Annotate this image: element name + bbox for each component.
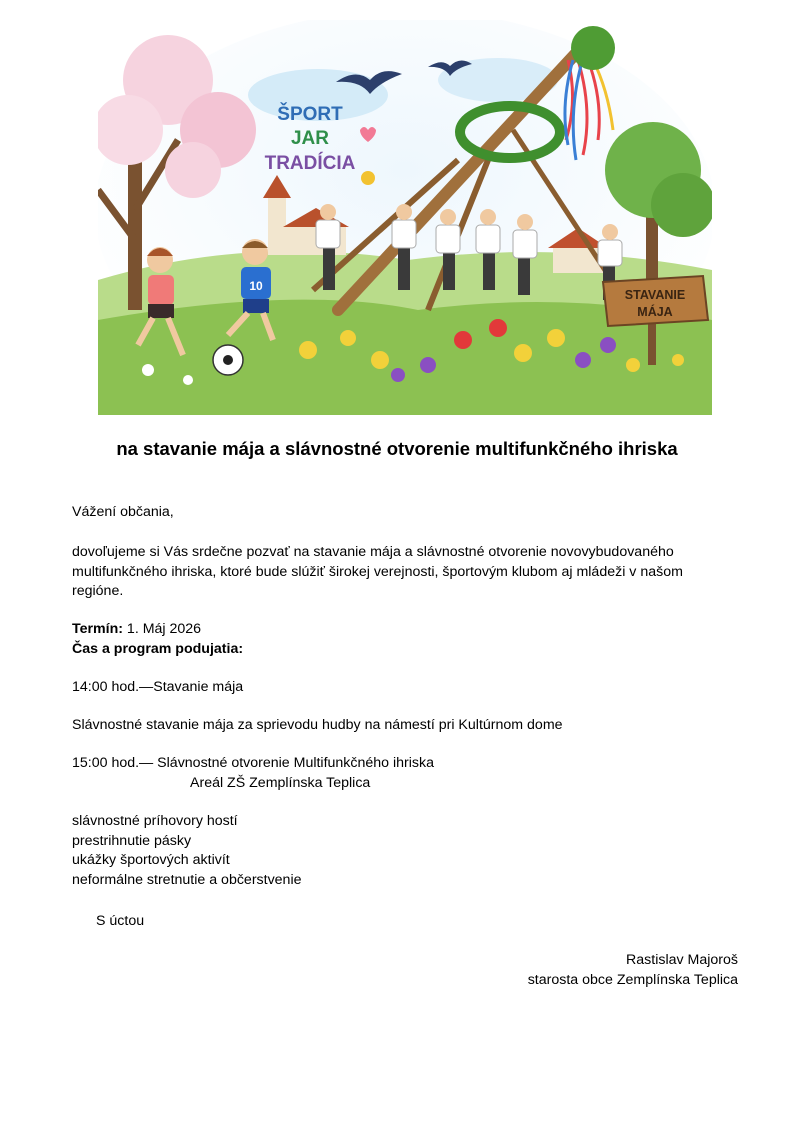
program-list bbox=[72, 812, 302, 890]
illustration-word-tradicia: TRADÍCIA bbox=[264, 153, 356, 174]
program-item: neformálne stretnutie a občerstvenie bbox=[72, 871, 302, 888]
program-item: prestrihnutie pásky bbox=[72, 832, 192, 849]
illustration-word-jar: JAR bbox=[290, 128, 330, 149]
board-word-maja: MÁJA bbox=[637, 305, 673, 319]
term-value: 1. Máj 2026 bbox=[122, 621, 202, 637]
program-heading bbox=[72, 640, 243, 660]
header-illustration bbox=[98, 20, 712, 415]
program-label: Čas a program podujatia: bbox=[72, 641, 244, 657]
program-item: slávnostné príhovory hostí bbox=[72, 813, 238, 829]
intro-line: multifunkčného ihriska, ktoré bude slúžiť širokej verejnosti, športovým klubom aj mládeži v našom bbox=[72, 563, 683, 580]
intro-line: dovoľujeme si Vás srdečne pozvať na stavanie mája a slávnostné otvorenie novovybudovaného bbox=[72, 544, 674, 560]
event-1-time: 14:00 hod.—Stavanie mája bbox=[72, 679, 244, 695]
signature-role: starosta obce Zemplínska Teplica bbox=[527, 971, 738, 988]
intro-paragraph bbox=[72, 543, 683, 602]
invitation-title: na stavanie mája a slávnostné otvorenie multifunkčného ihriska bbox=[116, 438, 678, 459]
term-line bbox=[72, 620, 201, 640]
maypole-scene-image bbox=[98, 20, 712, 415]
event-2-time: 15:00 hod.— Slávnostné otvorenie Multifunkčného ihriska bbox=[72, 755, 434, 771]
signature-name: Rastislav Majoroš bbox=[626, 952, 738, 968]
term-label: Termín: bbox=[72, 621, 123, 637]
intro-line: regióne. bbox=[72, 583, 124, 599]
board-word-stavanie: STAVANIE bbox=[624, 288, 686, 302]
event-1-description: Slávnostné stavanie mája za sprievodu hudby na námestí pri Kultúrnom dome bbox=[72, 717, 563, 733]
closing-salutation: S úctou bbox=[96, 913, 145, 929]
program-item: ukážky športových aktivít bbox=[72, 852, 230, 868]
illustration-word-sport: ŠPORT bbox=[277, 104, 343, 125]
jersey-number: 10 bbox=[249, 279, 263, 293]
signature-block bbox=[528, 951, 738, 990]
event-2-place: Areál ZŠ Zemplínska Teplica bbox=[190, 775, 371, 791]
greeting: Vážení občania, bbox=[72, 504, 174, 520]
